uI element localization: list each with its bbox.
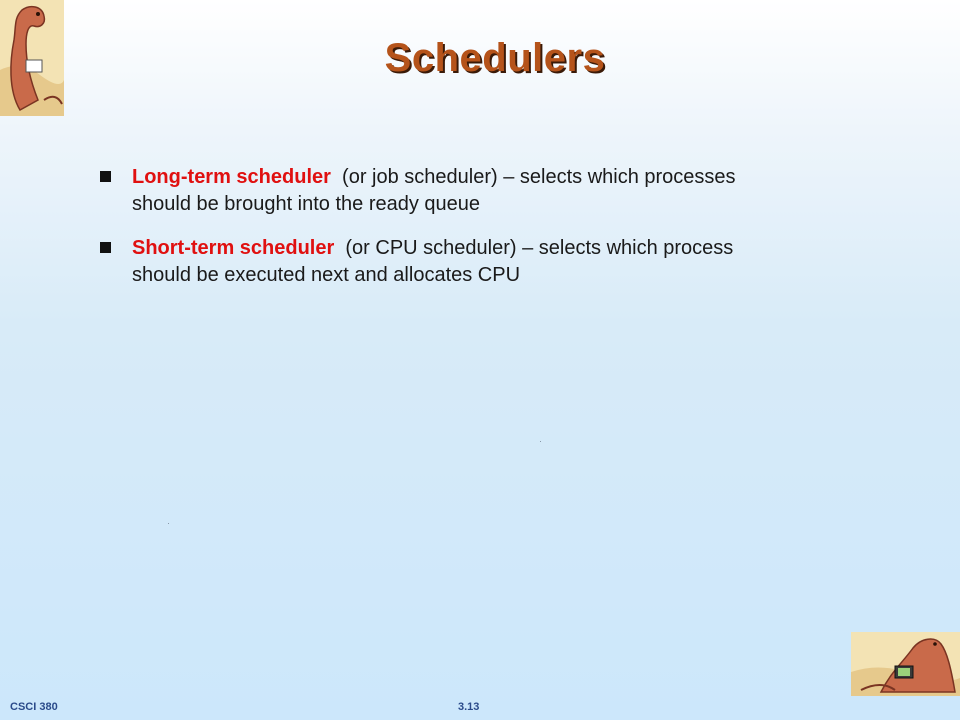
bullet-term: Short-term scheduler bbox=[132, 237, 335, 259]
bullet-text: (or CPU scheduler) – selects which process should be executed next and allocates CPU bbox=[132, 237, 739, 286]
stray-dot bbox=[540, 441, 541, 442]
bullet-long-term-scheduler bbox=[96, 164, 756, 218]
dinosaur-laptop-icon bbox=[851, 632, 960, 696]
square-bullet-icon bbox=[100, 171, 111, 182]
bullet-text: (or job scheduler) – selects which processes should be brought into the ready queue bbox=[132, 166, 742, 215]
course-label: CSCI 380 bbox=[10, 701, 58, 713]
square-bullet-icon bbox=[100, 242, 111, 253]
bullet-list bbox=[96, 164, 756, 306]
stray-dot bbox=[168, 523, 169, 524]
bullet-short-term-scheduler bbox=[96, 235, 756, 289]
bullet-term: Long-term scheduler bbox=[132, 166, 331, 188]
slide-title: Schedulers bbox=[384, 36, 606, 80]
page-number: 3.13 bbox=[458, 701, 480, 713]
